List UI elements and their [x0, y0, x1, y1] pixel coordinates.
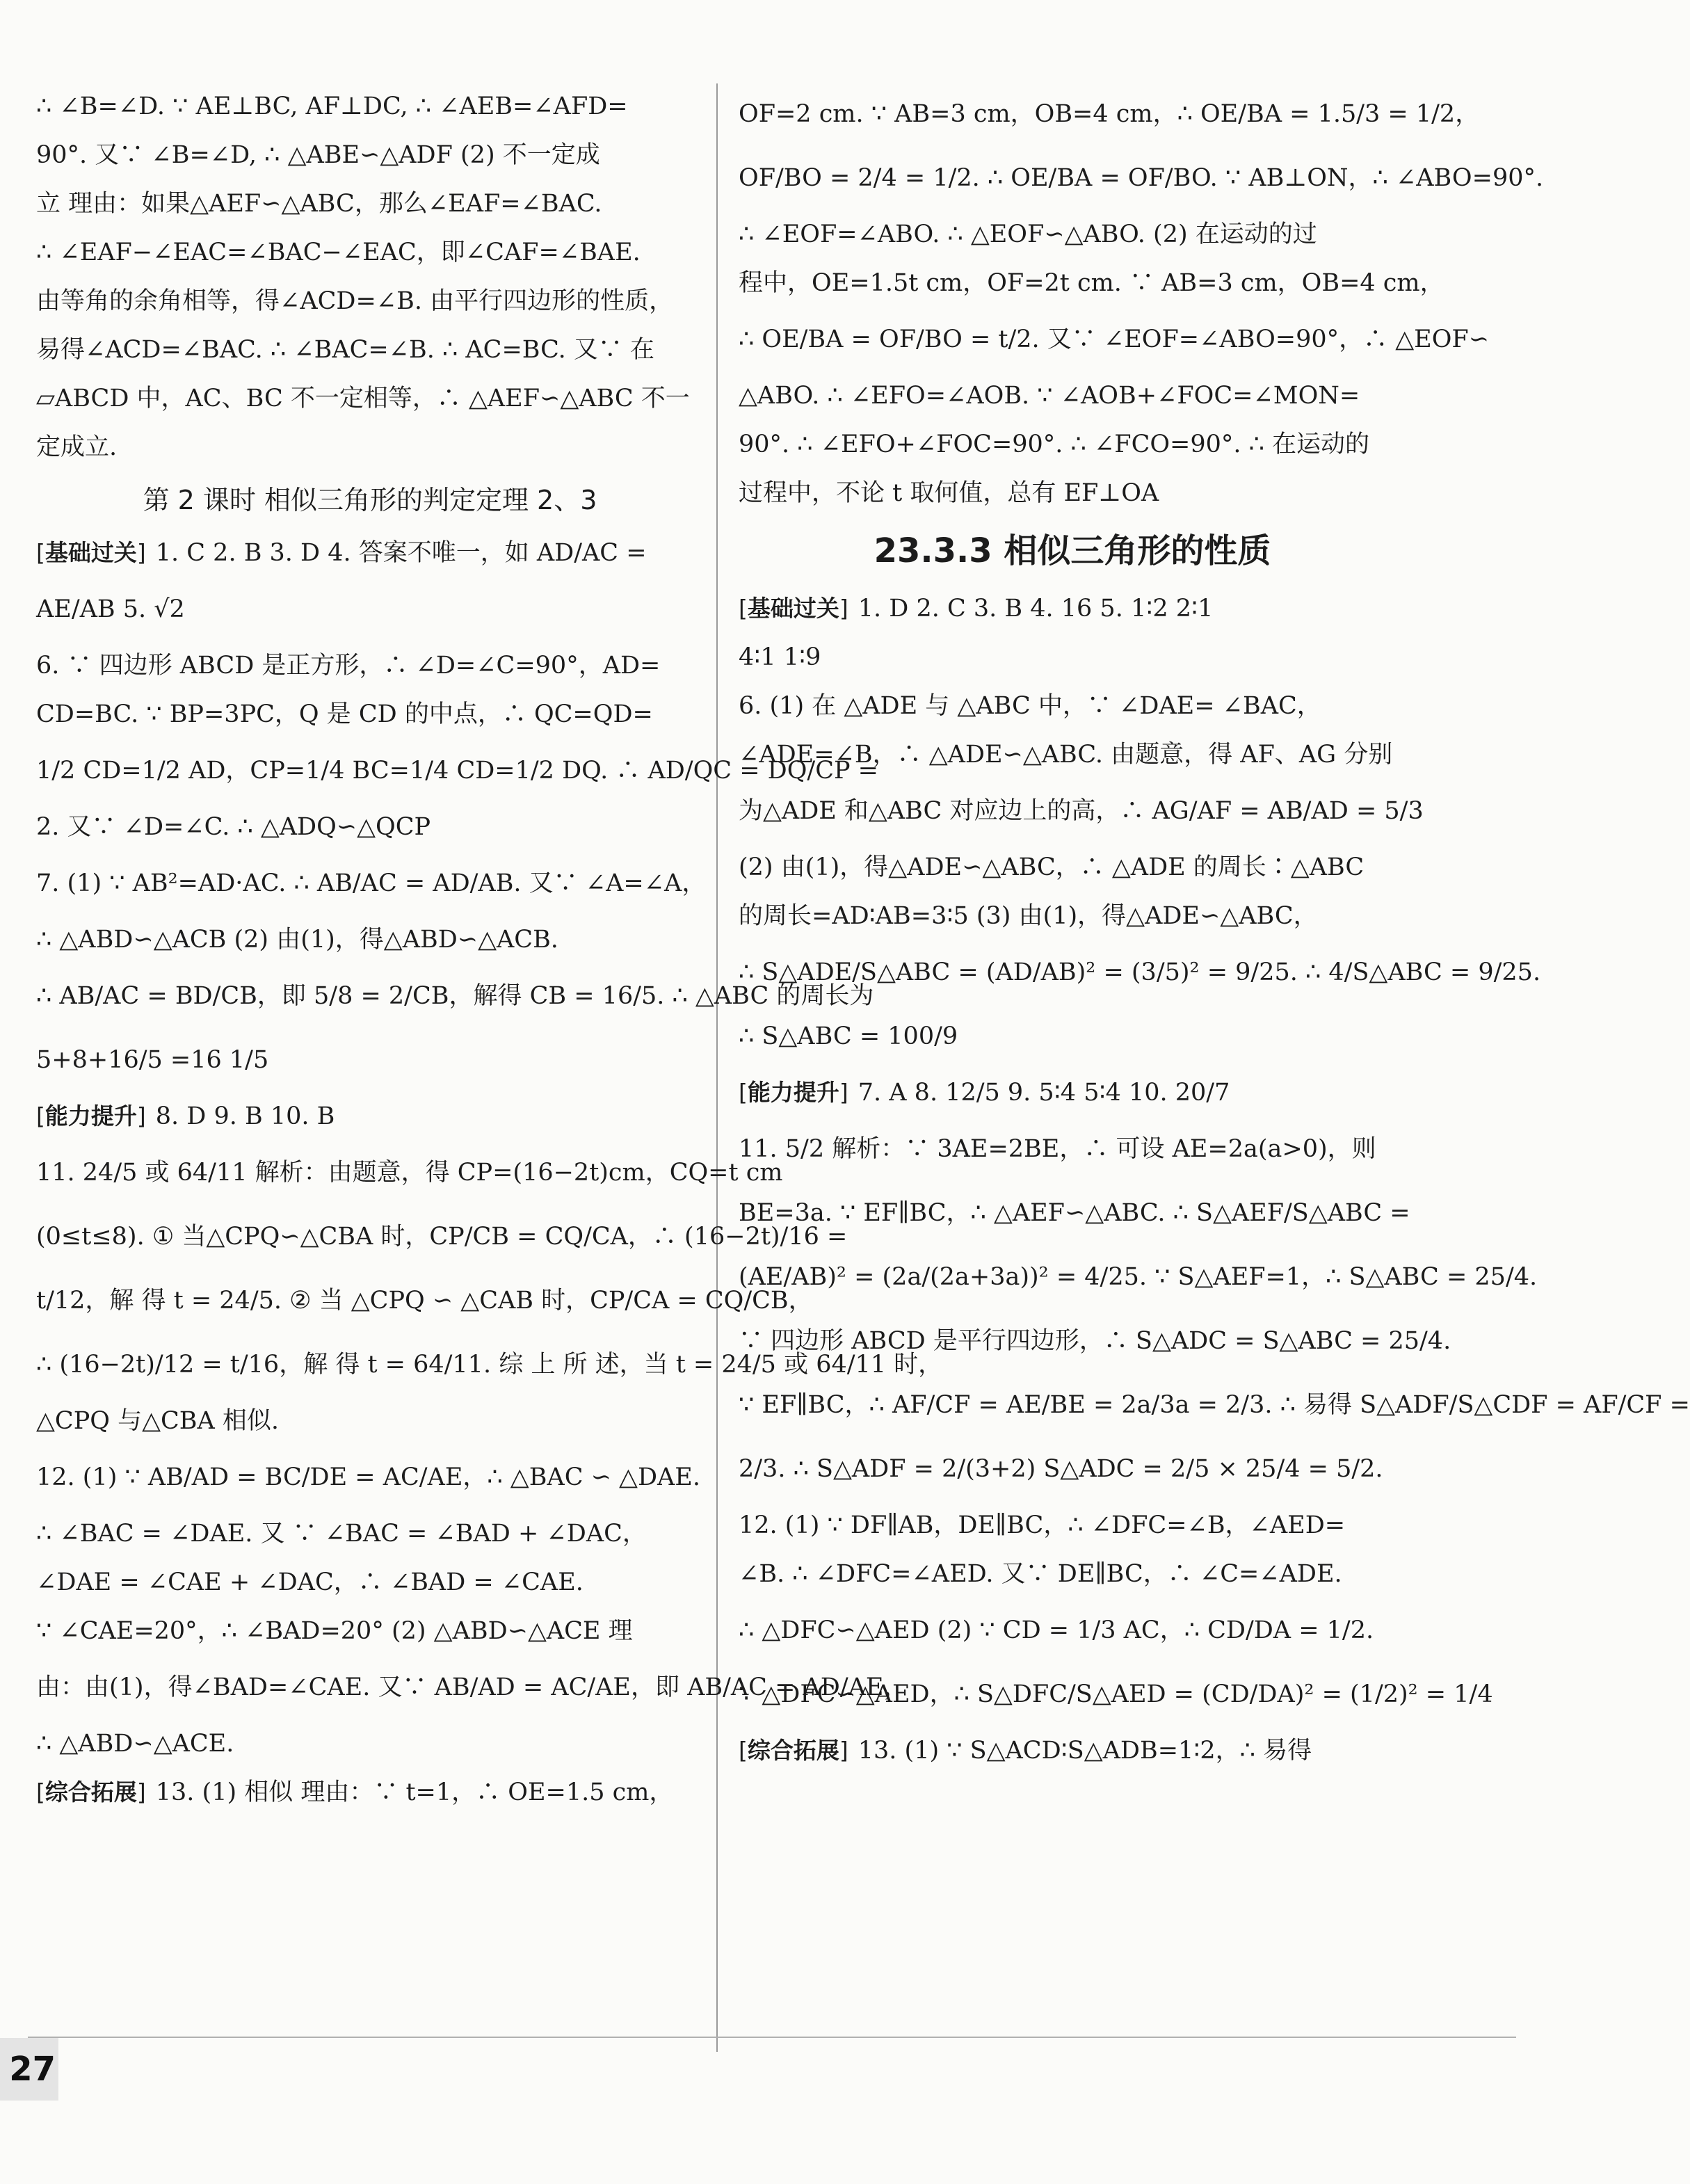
text-line: [36, 374, 704, 423]
section-tag: [ 能力提升 ]: [36, 1102, 146, 1130]
line-text: ∵ △DFC∽△AED，∴ S△DFC/S△AED = (CD/DA)² = (1/2)² = 1/4: [739, 1680, 1493, 1708]
text-line: [739, 1662, 1493, 1726]
section-tag: [ 基础过关 ]: [36, 539, 146, 566]
text-line: [739, 892, 1406, 940]
text-line: [739, 146, 1544, 210]
text-line: [739, 1550, 1406, 1598]
text-line: [36, 1092, 704, 1141]
text-line: [36, 1768, 704, 1817]
text-line: [36, 964, 874, 1028]
line-text: 由：由(1)，得∠BAD=∠CAE. 又∵ AB/AD = AC/AE，即 AB/AC = AD/AE，: [36, 1673, 908, 1701]
line-text: 12. (1) ∵ DF∥AB，DE∥BC，∴ ∠DFC=∠B，∠AED=: [739, 1511, 1346, 1539]
line-text: 11. 24/5 或 64/11 解析：由题意，得 CP=(16−2t)cm，CQ=t cm: [36, 1159, 783, 1187]
line-text: ∴ S△ABC = 100/9: [739, 1022, 958, 1050]
line-text: 12. (1) ∵ AB/AD = BC/DE = AC/AE，∴ △BAC ∽ △DAE.: [36, 1463, 700, 1491]
text-line: [36, 1205, 848, 1269]
line-text: ▱ABCD 中，AC、BC 不一定相等，∴ △AEF∽△ABC 不一: [36, 385, 690, 412]
text-line: [739, 1501, 1406, 1550]
line-text: △CPQ 与△CBA 相似.: [36, 1407, 280, 1435]
line-text: 定成立.: [36, 433, 118, 461]
line-text: (0≤t≤8). ① 当△CPQ∽△CBA 时，CP/CB = CQ/CA，∴ (16−2t)/16 =: [36, 1223, 848, 1251]
line-text: BE=3a. ∵ EF∥BC，∴ △AEF∽△ABC. ∴ S△AEF/S△ABC =: [739, 1199, 1410, 1227]
line-text: ∴ AB/AC = BD/CB，即 5/8 = 2/CB，解得 CB = 16/5. ∴ △ABC 的周长为: [36, 982, 874, 1010]
text-line: [739, 730, 1406, 779]
text-line: [739, 371, 1406, 420]
line-text: 8. D 9. B 10. B: [155, 1102, 335, 1130]
text-line: [739, 940, 1541, 1004]
text-line: [739, 1181, 1410, 1245]
line-text: (2) 由(1)，得△ADE∽△ABC，∴ △ADE 的周长∶△ABC: [739, 853, 1365, 881]
section-tag: [ 综合拓展 ]: [36, 1778, 146, 1806]
line-text: OF=2 cm. ∵ AB=3 cm，OB=4 cm，∴ OE/BA = 1.5/3 = 1/2，: [739, 100, 1480, 128]
text-line: [36, 1269, 813, 1333]
line-text: 23.3.3 相似三角形的性质: [874, 531, 1271, 570]
text-line: [36, 1719, 704, 1768]
text-line: [36, 82, 704, 131]
line-text: ∴ ∠BAC = ∠DAE. 又 ∵ ∠BAC = ∠BAD + ∠DAC，: [36, 1520, 647, 1548]
line-text: 由等角的余角相等，得∠ACD=∠B. 由平行四边形的性质，: [36, 287, 674, 315]
line-text: ∴ △ABD∽△ACB (2) 由(1)，得△ABD∽△ACB.: [36, 926, 558, 954]
text-line: [36, 326, 704, 374]
line-text: 第 2 课时 相似三角形的判定定理 2、3: [143, 485, 597, 515]
line-text: 2/3. ∴ S△ADF = 2/(3+2) S△ADC = 2/5 × 25/4 = 5/2.: [739, 1455, 1383, 1483]
text-line: [739, 1373, 1690, 1437]
text-line: [36, 1509, 704, 1558]
text-line: [739, 1309, 1451, 1373]
line-text: 2. 又∵ ∠D=∠C. ∴ △ADQ∽△QCP: [36, 813, 431, 841]
text-line: [36, 577, 704, 641]
line-text: 90°. ∴ ∠EFO+∠FOC=90°. ∴ ∠FCO=90°. ∴ 在运动的: [739, 431, 1370, 458]
text-line: [739, 469, 1406, 517]
section-tag: [ 基础过关 ]: [739, 595, 848, 622]
section-tag: [ 能力提升 ]: [739, 1079, 848, 1106]
line-text: 6. ∵ 四边形 ABCD 是正方形，∴ ∠D=∠C=90°，AD=: [36, 652, 661, 680]
line-text: 7. (1) ∵ AB²=AD·AC. ∴ AB/AC = AD/AB. 又∵ ∠A=∠A，: [36, 869, 707, 897]
line-text: ∴ ∠EAF−∠EAC=∠BAC−∠EAC，即∠CAF=∠BAE.: [36, 239, 641, 266]
text-line: [36, 803, 704, 851]
text-line: [36, 851, 707, 915]
section-tag: [ 综合拓展 ]: [739, 1737, 848, 1764]
line-text: ∠DAE = ∠CAE + ∠DAC，∴ ∠BAD = ∠CAE.: [36, 1568, 584, 1596]
text-line: [739, 82, 1480, 146]
line-text: 1/2 CD=1/2 AD，CP=1/4 BC=1/4 CD=1/2 DQ. ∴ AD/QC = DQ/CP =: [36, 757, 878, 785]
line-text: 1. C 2. B 3. D 4. 答案不唯一，如 AD/AC =: [155, 539, 647, 567]
line-text: 5+8+16/5 =16 1/5: [36, 1046, 269, 1074]
text-line: [739, 307, 1490, 371]
line-text: ∴ △ABD∽△ACE.: [36, 1730, 234, 1758]
text-line: [36, 529, 704, 577]
line-text: 90°. 又∵ ∠B=∠D, ∴ △ABE∽△ADF (2) 不一定成: [36, 141, 600, 169]
line-text: ∵ EF∥BC，∴ AF/CF = AE/BE = 2a/3a = 2/3. ∴ 易得 S△ADF/S△CDF = AF/CF =: [739, 1391, 1690, 1419]
text-line: [36, 641, 704, 690]
text-line: [36, 1445, 704, 1509]
line-text: 13. (1) ∵ S△ACD∶S△ADB=1∶2，∴ 易得: [858, 1737, 1312, 1765]
text-line: [739, 1598, 1406, 1662]
text-line: [739, 1068, 1406, 1117]
bottom-rule: [28, 2037, 1516, 2038]
line-text: 过程中，不论 t 取何值，总有 EF⊥OA: [739, 479, 1159, 507]
line-text: 7. A 8. 12/5 9. 5∶4 5∶4 10. 20/7: [858, 1079, 1230, 1107]
text-line: [739, 210, 1406, 259]
line-text: 易得∠ACD=∠BAC. ∴ ∠BAC=∠B. ∴ AC=BC. 又∵ 在: [36, 336, 655, 364]
text-line: [36, 1558, 704, 1607]
text-line: [739, 779, 1424, 843]
text-line: [739, 584, 1406, 633]
text-line: [739, 1004, 1406, 1068]
text-line: [739, 420, 1406, 469]
line-text: 1. D 2. C 3. B 4. 16 5. 1∶2 2∶1: [858, 595, 1214, 623]
line-text: ∠ADE=∠B，∴ △ADE∽△ABC. 由题意，得 AF、AG 分别: [739, 741, 1393, 769]
line-text: ∴ △DFC∽△AED (2) ∵ CD = 1/3 AC，∴ CD/DA = 1/2.: [739, 1616, 1374, 1644]
text-line: [36, 228, 704, 277]
text-line: [36, 739, 878, 803]
line-text: ∠B. ∴ ∠DFC=∠AED. 又∵ DE∥BC，∴ ∠C=∠ADE.: [739, 1560, 1342, 1588]
line-text: CD=BC. ∵ BP=3PC，Q 是 CD 的中点，∴ QC=QD=: [36, 700, 653, 728]
line-text: ∴ OE/BA = OF/BO = t/2. 又∵ ∠EOF=∠ABO=90°，∴ △EOF∽: [739, 326, 1490, 353]
right-column: [739, 82, 1690, 1775]
line-text: 4∶1 1∶9: [739, 643, 821, 671]
line-text: 13. (1) 相似 理由：∵ t=1，∴ OE=1.5 cm，: [155, 1778, 674, 1806]
text-line: [739, 259, 1444, 307]
text-line: [36, 1655, 908, 1719]
text-line: [36, 1028, 704, 1092]
line-text: ∴ (16−2t)/12 = t/16，解 得 t = 64/11. 综 上 所 述，当 t = 24/5 或 64/11 时，: [36, 1351, 943, 1379]
line-text: 为△ADE 和△ABC 对应边上的高，∴ AG/AF = AB/AD = 5/3: [739, 797, 1424, 825]
line-text: AE/AB 5. √2: [36, 595, 185, 623]
line-text: 6. (1) 在 △ADE 与 △ABC 中，∵ ∠DAE= ∠BAC，: [739, 692, 1321, 720]
text-line: [36, 915, 704, 964]
line-text: ∴ S△ADE/S△ABC = (AD/AB)² = (3/5)² = 9/25. ∴ 4/S△ABC = 9/25.: [739, 958, 1541, 986]
text-line: [36, 1141, 783, 1205]
line-text: ∵ ∠CAE=20°，∴ ∠BAD=20° (2) △ABD∽△ACE 理: [36, 1617, 633, 1645]
text-line: [739, 1437, 1406, 1501]
line-text: ∴ ∠EOF=∠ABO. ∴ △EOF∽△ABO. (2) 在运动的过: [739, 220, 1317, 248]
text-line: [36, 690, 704, 739]
lesson-heading: [36, 472, 704, 529]
line-text: (AE/AB)² = (2a/(2a+3a))² = 4/25. ∵ S△AEF=1，∴ S△ABC = 25/4.: [739, 1263, 1538, 1291]
text-line: [739, 633, 1406, 682]
line-text: OF/BO = 2/4 = 1/2. ∴ OE/BA = OF/BO. ∵ AB⊥ON，∴ ∠ABO=90°.: [739, 164, 1544, 192]
text-line: [36, 1607, 704, 1655]
column-divider: [716, 83, 718, 2052]
text-line: [739, 1245, 1538, 1309]
line-text: 11. 5/2 解析：∵ 3AE=2BE，∴ 可设 AE=2a(a>0)，则: [739, 1135, 1376, 1163]
line-text: ∵ 四边形 ABCD 是平行四边形，∴ S△ADC = S△ABC = 25/4.: [739, 1327, 1451, 1355]
text-line: [36, 1397, 704, 1445]
text-line: [36, 423, 704, 472]
text-line: [36, 1333, 943, 1397]
line-text: t/12，解 得 t = 24/5. ② 当 △CPQ ∽ △CAB 时，CP/CA = CQ/CB，: [36, 1287, 813, 1315]
line-text: 的周长=AD∶AB=3∶5 (3) 由(1)，得△ADE∽△ABC，: [739, 902, 1318, 930]
text-line: [739, 682, 1406, 730]
text-line: [739, 1726, 1406, 1775]
line-text: 程中，OE=1.5t cm，OF=2t cm. ∵ AB=3 cm，OB=4 cm，: [739, 269, 1444, 297]
text-line: [36, 179, 704, 228]
line-text: △ABO. ∴ ∠EFO=∠AOB. ∵ ∠AOB+∠FOC=∠MON=: [739, 382, 1360, 410]
page-number: 27: [0, 2038, 58, 2101]
section-heading: [739, 517, 1406, 584]
line-text: 立 理由：如果△AEF∽△ABC，那么∠EAF=∠BAC.: [36, 190, 602, 218]
text-line: [739, 843, 1406, 892]
text-line: [36, 131, 704, 179]
text-line: [739, 1117, 1406, 1181]
text-line: [36, 277, 704, 326]
line-text: ∴ ∠B=∠D. ∵ AE⊥BC, AF⊥DC, ∴ ∠AEB=∠AFD=: [36, 93, 628, 120]
